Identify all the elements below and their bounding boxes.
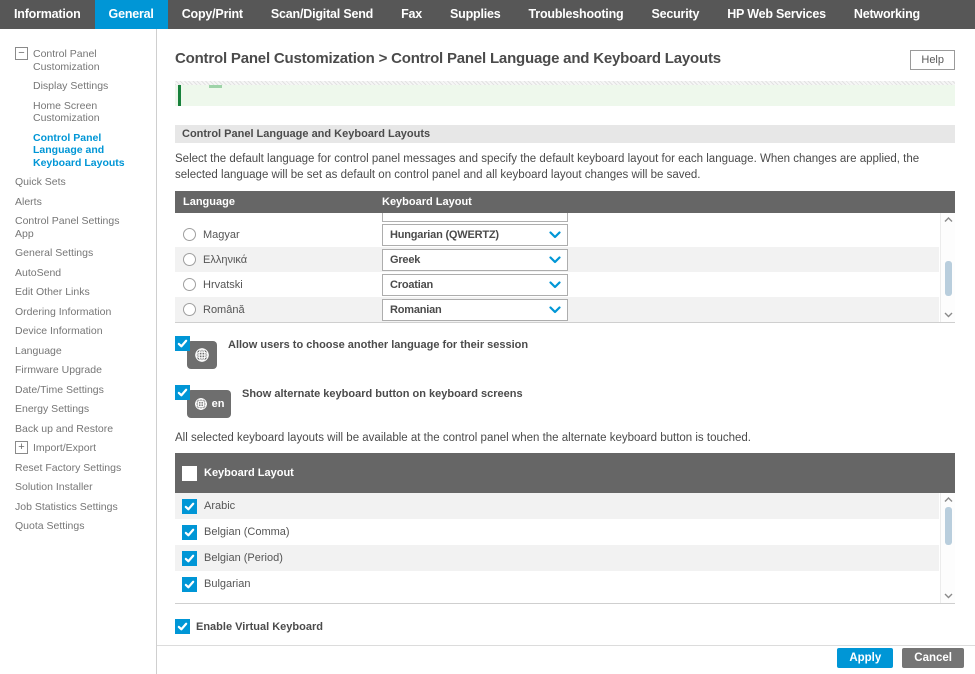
sidebar-item-control-panel-customization[interactable]: [0, 48, 156, 73]
keyboard-checkbox[interactable]: [182, 577, 197, 592]
sidebar-item-label: Language: [15, 344, 62, 357]
sidebar-item-date-time-settings[interactable]: [0, 384, 156, 397]
sidebar-item-autosend[interactable]: [0, 267, 156, 280]
sidebar-item-label: General Settings: [15, 247, 94, 259]
sidebar-item-label: Firmware Upgrade: [15, 364, 102, 376]
selected-keyboard-layout: Hungarian (QWERTZ): [390, 228, 499, 241]
chevron-down-icon: [543, 256, 567, 264]
top-navigation: [0, 0, 975, 29]
table-row-greek: [175, 247, 939, 272]
table-row-romana: [175, 297, 939, 322]
language-radio[interactable]: [183, 303, 196, 316]
scrollbar-thumb[interactable]: [945, 261, 952, 296]
column-header-language: Language: [183, 196, 235, 209]
sidebar-item-back-up-and-restore[interactable]: [0, 423, 156, 436]
apply-button[interactable]: Apply: [837, 648, 893, 668]
sidebar-item-alerts[interactable]: [0, 196, 156, 209]
keyboard-row-belgian-comma: [175, 519, 939, 545]
chevron-down-icon: [543, 281, 567, 289]
sidebar-item-quick-sets[interactable]: [0, 176, 156, 189]
language-radio[interactable]: [183, 228, 196, 241]
section-description: Select the default language for control panel messages and specify the default keyboard layout for each language. When changes are applied, the selected language will be set as default on control panel and all keyboard layout changes will be saved.: [175, 153, 920, 182]
selected-keyboard-layout: Greek: [390, 253, 421, 266]
sidebar-item-label: Alerts: [15, 195, 42, 208]
sidebar-item-language[interactable]: [0, 345, 156, 358]
sidebar-item-label: AutoSend: [15, 266, 62, 279]
select-all-checkbox[interactable]: [182, 466, 197, 481]
globe-icon: [194, 347, 210, 363]
selected-keyboard-layout: Romanian: [390, 303, 442, 316]
keyboard-label: Bulgarian: [204, 578, 251, 591]
alternate-keyboard-checkbox[interactable]: [175, 385, 190, 400]
language-radio[interactable]: [183, 253, 196, 266]
sidebar-item-label: Solution Installer: [15, 481, 93, 493]
sidebar-item-label: Energy Settings: [15, 403, 90, 415]
tab-hp-web-services[interactable]: HP Web Services: [727, 7, 826, 21]
keyboard-label: Arabic: [204, 500, 236, 513]
allow-language-option: [175, 336, 955, 369]
language-table: [175, 191, 955, 323]
sidebar-item-firmware-upgrade[interactable]: [0, 364, 156, 377]
language-label: Magyar: [203, 228, 240, 241]
allow-language-label: Allow users to choose another language for their session: [228, 339, 529, 352]
alternate-keyboard-option: [175, 385, 955, 418]
language-label: Ελληνικά: [203, 253, 248, 266]
keyboard-table-header-label: Keyboard Layout: [204, 467, 294, 480]
table-row-partial: [175, 213, 939, 222]
action-bar: [157, 645, 975, 674]
allow-language-checkbox[interactable]: [175, 336, 190, 351]
sidebar-item-label: Reset Factory Settings: [15, 461, 122, 474]
scrollbar[interactable]: [940, 213, 955, 322]
table-row-partial: [175, 597, 939, 603]
sidebar-item-edit-other-links[interactable]: [0, 286, 156, 299]
scroll-down-icon[interactable]: [941, 309, 956, 321]
tab-security[interactable]: Security: [651, 7, 700, 21]
language-label: Română: [203, 303, 245, 316]
sidebar-item-label: Job Statistics Settings: [15, 500, 118, 513]
collapse-icon[interactable]: −: [15, 47, 28, 60]
alternate-keyboard-globe-button[interactable]: [187, 390, 231, 418]
tab-general[interactable]: General: [95, 0, 168, 29]
sidebar-item-quota-settings[interactable]: [0, 520, 156, 533]
language-label: Hrvatski: [203, 278, 243, 291]
scroll-down-icon[interactable]: [941, 590, 956, 602]
keyboard-label: Belgian (Comma): [204, 526, 290, 539]
keyboard-row-arabic: [175, 493, 939, 519]
keyboard-checkbox[interactable]: [182, 551, 197, 566]
keyboard-row-belgian-period: [175, 545, 939, 571]
sidebar-item-label: Quick Sets: [15, 176, 66, 188]
table-row-hrvatski: [175, 272, 939, 297]
virtual-keyboard-option: [175, 619, 955, 634]
column-header-keyboard-layout: Keyboard Layout: [382, 196, 472, 209]
page-header: [175, 29, 955, 70]
tab-copy-print[interactable]: Copy/Print: [181, 7, 243, 21]
sidebar-item-label: Back up and Restore: [15, 422, 114, 435]
tab-troubleshooting[interactable]: Troubleshooting: [528, 7, 624, 21]
alternate-keyboard-note: All selected keyboard layouts will be available at the control panel when the alternate keyboard button is touched.: [175, 432, 751, 445]
keyboard-layout-select[interactable]: [382, 274, 568, 296]
keyboard-layout-table: [175, 453, 955, 604]
sidebar-item-label: Display Settings: [33, 80, 109, 92]
sidebar-item-control-panel-settings-app[interactable]: [0, 215, 156, 240]
language-radio[interactable]: [183, 278, 196, 291]
selected-keyboard-layout: Croatian: [390, 278, 434, 291]
chevron-down-icon: [543, 231, 567, 239]
main-content: [157, 29, 975, 674]
tab-information[interactable]: Information: [14, 7, 81, 21]
keyboard-row-bulgarian: [175, 571, 939, 597]
keyboard-layout-select-clipped[interactable]: [382, 213, 568, 222]
tab-scan-digital-send[interactable]: Scan/Digital Send: [270, 7, 374, 21]
sidebar-item-general-settings[interactable]: [0, 247, 156, 260]
chevron-down-icon: [543, 306, 567, 314]
success-message-strip: [175, 85, 955, 106]
keyboard-label: Belgian (Period): [204, 552, 283, 565]
sidebar-item-label: Device Information: [15, 325, 103, 337]
virtual-keyboard-label: Enable Virtual Keyboard: [196, 620, 323, 633]
alternate-keyboard-label: Show alternate keyboard button on keyboard screens: [242, 388, 523, 401]
sidebar-item-solution-installer[interactable]: [0, 481, 156, 494]
globe-icon: [194, 397, 208, 411]
sidebar-item-display-settings[interactable]: [0, 80, 156, 93]
keyboard-table-header: [175, 453, 955, 493]
language-globe-button[interactable]: [187, 341, 217, 369]
sidebar-item-label: Edit Other Links: [15, 286, 90, 298]
sidebar-item-label: Home Screen Customization: [33, 99, 100, 124]
table-row-magyar: [175, 222, 939, 247]
sidebar-item-label: Import/Export: [33, 442, 97, 454]
scrollbar[interactable]: [940, 493, 955, 603]
breadcrumb: Control Panel Customization > Control Panel Language and Keyboard Layouts: [175, 50, 721, 67]
sidebar-item-label: Date/Time Settings: [15, 383, 104, 396]
tab-fax[interactable]: Fax: [401, 7, 423, 21]
language-table-header: [175, 191, 955, 213]
success-dash: [209, 85, 222, 88]
keyboard-checkbox[interactable]: [182, 499, 197, 514]
tab-networking[interactable]: Networking: [853, 7, 920, 21]
sidebar-item-label: Control Panel Customization: [33, 48, 100, 73]
tab-supplies[interactable]: Supplies: [450, 7, 501, 21]
success-accent-bar: [178, 85, 181, 106]
sidebar-item-reset-factory-settings[interactable]: [0, 462, 156, 475]
scroll-up-icon[interactable]: [941, 214, 956, 226]
section-title: Control Panel Language and Keyboard Layouts: [175, 125, 955, 143]
sidebar-item-control-panel-language[interactable]: [0, 132, 156, 170]
help-button[interactable]: Help: [910, 50, 955, 70]
sidebar-item-device-information[interactable]: [0, 325, 156, 338]
scrollbar-thumb[interactable]: [945, 507, 952, 545]
sidebar: [0, 29, 157, 674]
virtual-keyboard-checkbox[interactable]: [175, 619, 190, 634]
keyboard-layout-select[interactable]: [382, 224, 568, 246]
cancel-button[interactable]: Cancel: [902, 648, 964, 668]
keyboard-layout-select[interactable]: [382, 299, 568, 321]
globe-en-badge: en: [211, 398, 225, 411]
sidebar-item-label: Control Panel Settings App: [15, 215, 120, 240]
sidebar-item-job-statistics-settings[interactable]: [0, 501, 156, 514]
sidebar-item-label: Control Panel Language and Keyboard Layouts: [33, 131, 125, 169]
keyboard-layout-select[interactable]: [382, 249, 568, 271]
sidebar-item-ordering-information[interactable]: [0, 306, 156, 319]
sidebar-item-energy-settings[interactable]: [0, 403, 156, 416]
expand-icon[interactable]: +: [15, 441, 28, 454]
sidebar-item-home-screen-customization[interactable]: [0, 100, 156, 125]
sidebar-item-label: Quota Settings: [15, 520, 85, 532]
scroll-up-icon[interactable]: [941, 494, 956, 506]
keyboard-checkbox[interactable]: [182, 525, 197, 540]
sidebar-item-label: Ordering Information: [15, 305, 112, 318]
sidebar-item-import-export[interactable]: [0, 442, 156, 455]
